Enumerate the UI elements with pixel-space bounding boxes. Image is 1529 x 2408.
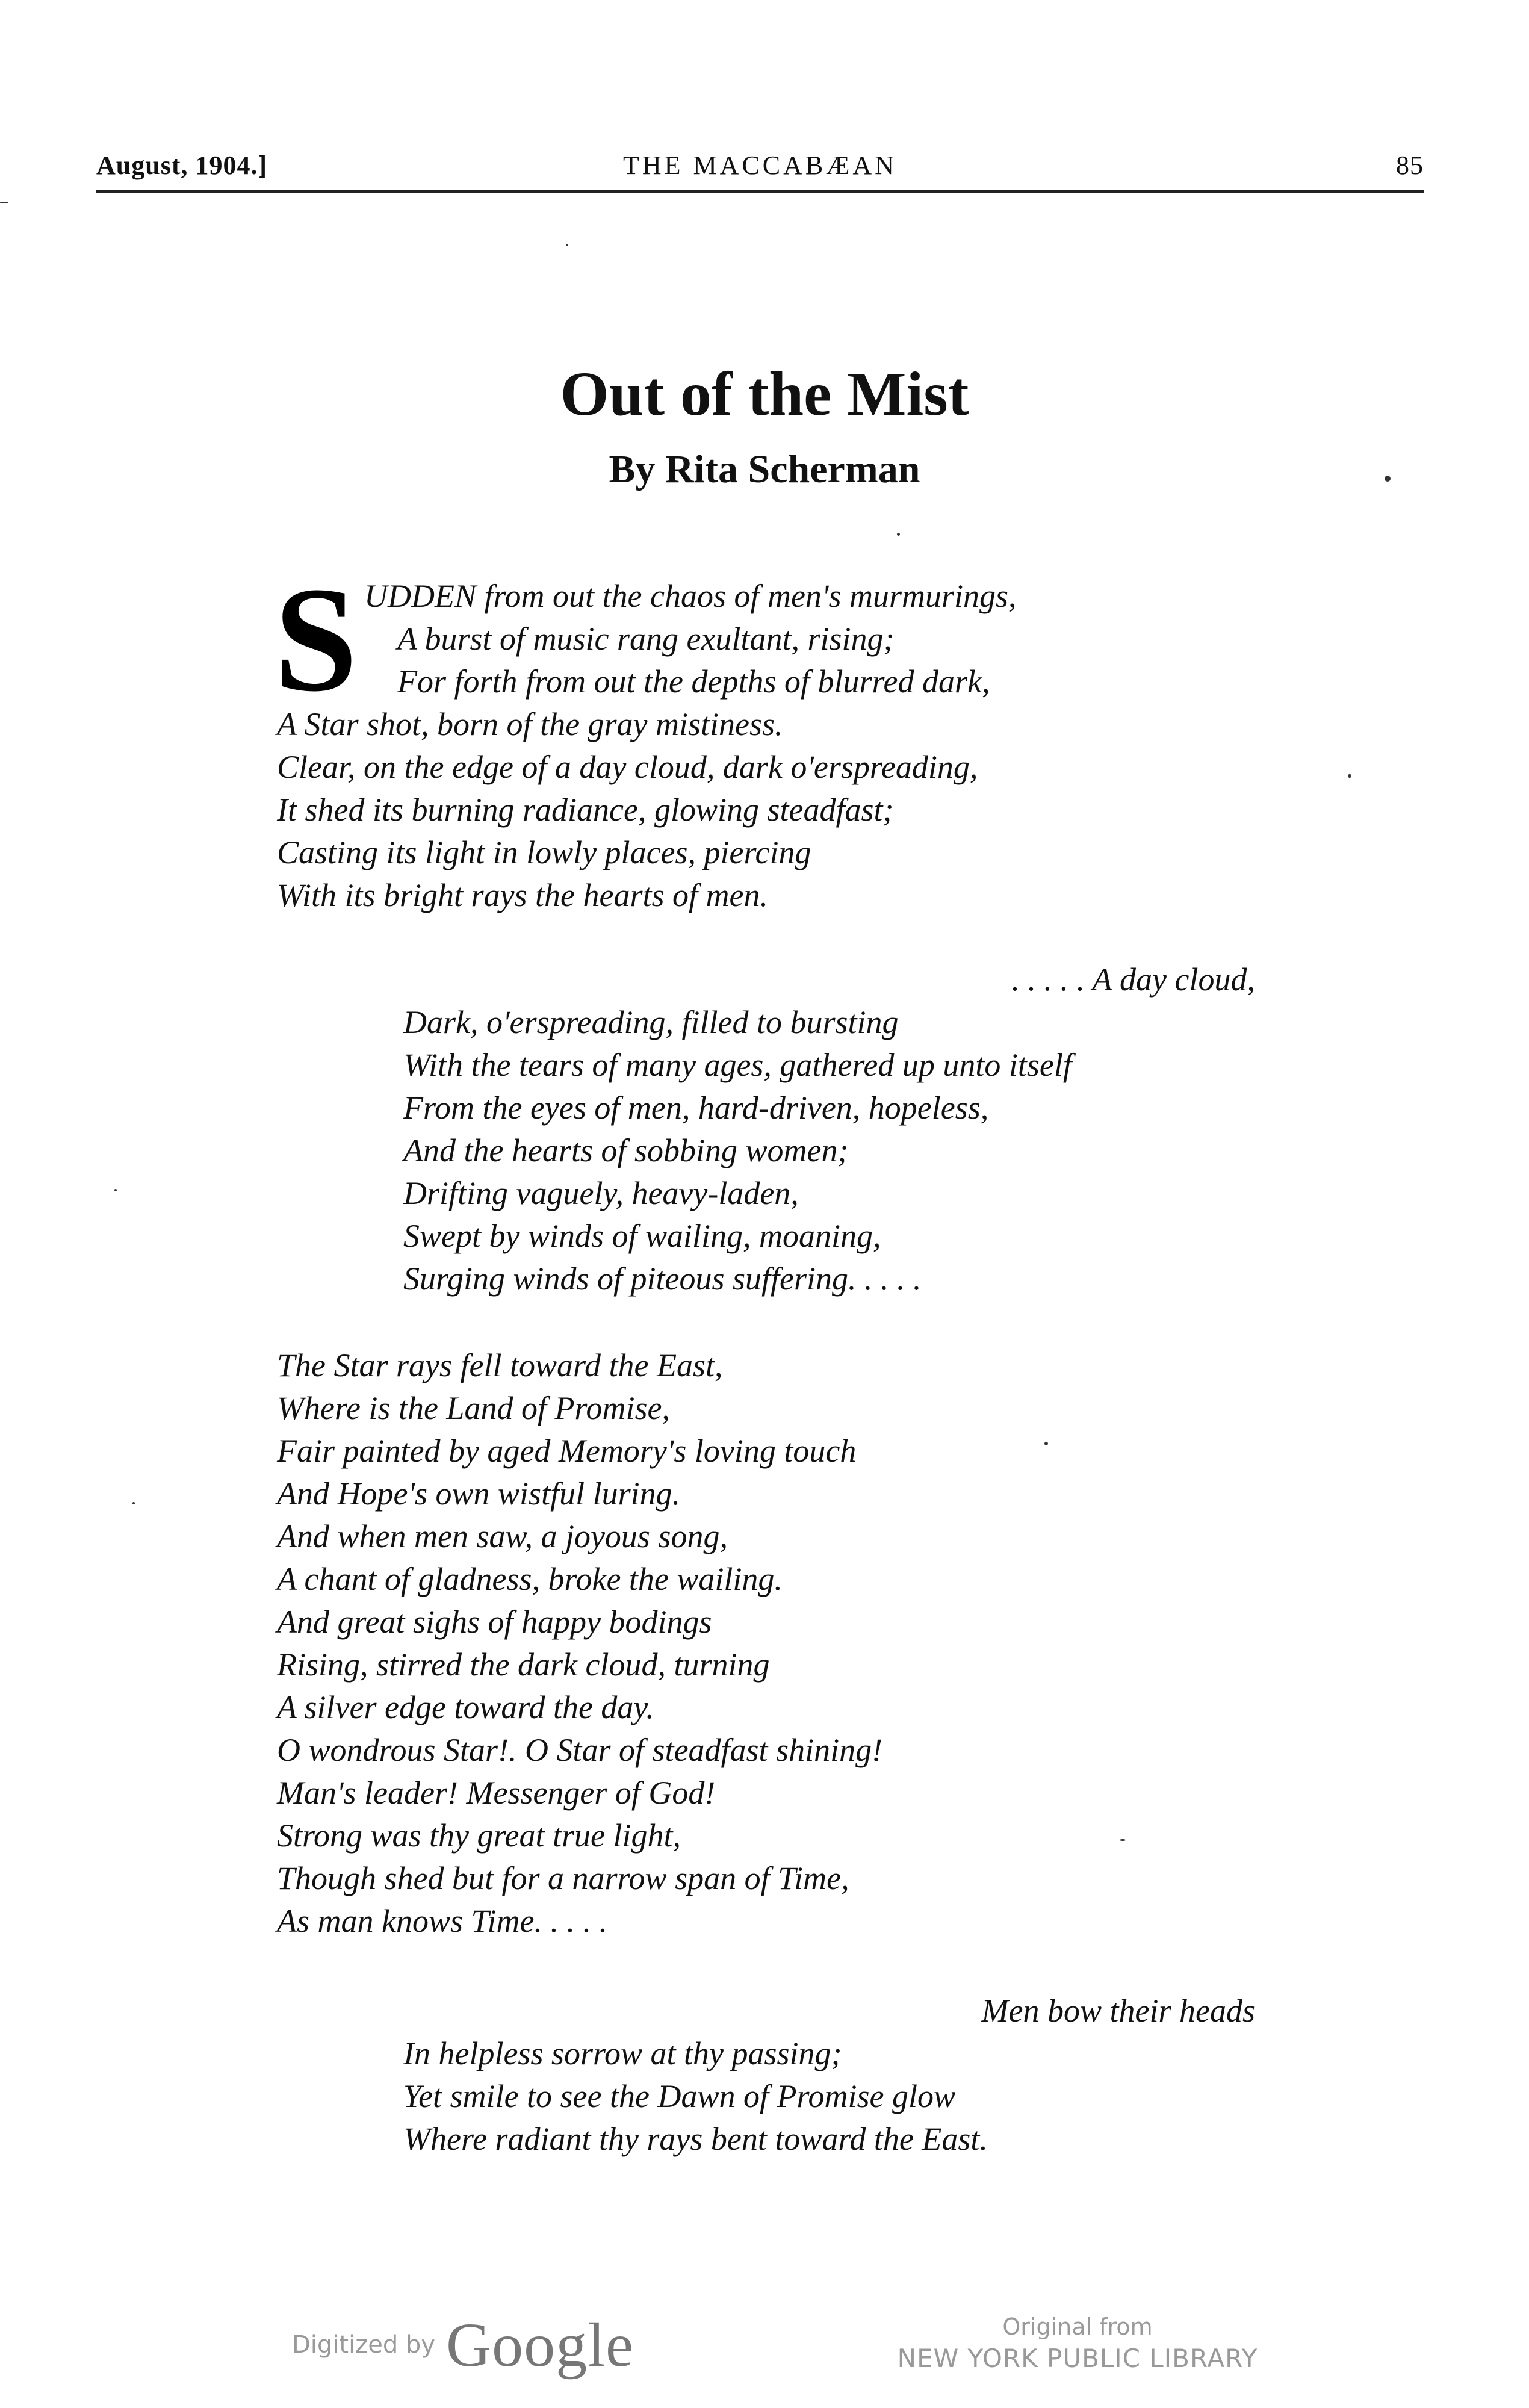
header-journal-title: THE MACCABÆAN bbox=[623, 150, 897, 180]
scan-speck bbox=[566, 244, 568, 246]
scan-speck bbox=[132, 1502, 135, 1504]
poem-line: And the hearts of sobbing women; bbox=[403, 1132, 849, 1168]
poem-line: The Star rays fell toward the East, bbox=[277, 1347, 723, 1383]
poem-line: From the eyes of men, hard-driven, hopeless, bbox=[403, 1090, 989, 1126]
header-page-number: 85 bbox=[1396, 150, 1424, 180]
scan-speck bbox=[1348, 774, 1351, 778]
poem-line: And great sighs of happy bodings bbox=[277, 1604, 712, 1640]
poem-line: Swept by winds of wailing, moaning, bbox=[403, 1218, 881, 1254]
scan-speck bbox=[1120, 1839, 1126, 1841]
digitized-by-google-watermark bbox=[292, 2312, 634, 2378]
stanza-1 bbox=[277, 575, 1017, 917]
poem-line: Where is the Land of Promise, bbox=[277, 1390, 670, 1426]
poem-line: Yet smile to see the Dawn of Promise glow bbox=[403, 2078, 955, 2114]
library-name: NEW YORK PUBLIC LIBRARY bbox=[897, 2344, 1258, 2373]
digitized-by-label: Digitized by bbox=[292, 2331, 435, 2359]
scan-speck bbox=[114, 1189, 117, 1191]
stanza-4-lead-line bbox=[0, 1990, 1255, 2032]
poem-line: Where radiant thy rays bent toward the East. bbox=[403, 2121, 988, 2157]
poem-line: It shed its burning radiance, glowing steadfast; bbox=[277, 792, 894, 828]
poem-line: Rising, stirred the dark cloud, turning bbox=[277, 1646, 770, 1683]
poem-line: In helpless sorrow at thy passing; bbox=[403, 2035, 842, 2071]
library-attribution bbox=[882, 2312, 1273, 2375]
poem-line: Dark, o'erspreading, filled to bursting bbox=[403, 1004, 899, 1040]
original-from-label: Original from bbox=[1002, 2313, 1153, 2340]
poem-line: For forth from out the depths of blurred dark, bbox=[397, 663, 990, 700]
scan-speck bbox=[1385, 476, 1391, 482]
google-logo: Google bbox=[446, 2310, 634, 2380]
poem-line: . . . . . A day cloud, bbox=[1011, 961, 1255, 998]
stanza-4 bbox=[403, 2032, 988, 2161]
poem-line: Strong was thy great true light, bbox=[277, 1817, 681, 1854]
poem-line: Men bow their heads bbox=[981, 1993, 1255, 2029]
running-header bbox=[96, 147, 1424, 193]
poem-line: Man's leader! Messenger of God! bbox=[277, 1775, 716, 1811]
poem-line: And Hope's own wistful luring. bbox=[277, 1476, 681, 1512]
stanza-2-lead-line bbox=[0, 958, 1255, 1001]
poem-byline: By Rita Scherman bbox=[609, 447, 920, 491]
poem-line: A silver edge toward the day. bbox=[277, 1689, 654, 1725]
poem-line: A burst of music rang exultant, rising; bbox=[397, 621, 895, 657]
poem-line: Casting its light in lowly places, piercing bbox=[277, 834, 811, 870]
poem-line: A Star shot, born of the gray mistiness. bbox=[277, 706, 783, 742]
poem-line: With its bright rays the hearts of men. bbox=[277, 877, 768, 913]
poem-line: Fair painted by aged Memory's loving touch bbox=[277, 1433, 857, 1469]
scan-speck bbox=[897, 533, 900, 536]
poem-line: With the tears of many ages, gathered up unto itself bbox=[403, 1047, 1072, 1083]
poem-title: Out of the Mist bbox=[560, 359, 969, 429]
stanza-3 bbox=[277, 1344, 882, 1943]
scan-speck bbox=[1044, 1442, 1048, 1445]
poem-line: Surging winds of piteous suffering. . . . . bbox=[403, 1261, 922, 1297]
header-date: August, 1904.] bbox=[96, 150, 268, 180]
poem-line: Drifting vaguely, heavy-laden, bbox=[403, 1175, 799, 1211]
poem-line: Clear, on the edge of a day cloud, dark o'erspreading, bbox=[277, 749, 978, 785]
stanza-2 bbox=[403, 1001, 1072, 1300]
scan-speck bbox=[0, 202, 8, 203]
poem-line: And when men saw, a joyous song, bbox=[277, 1518, 728, 1554]
poem-line: As man knows Time. . . . . bbox=[277, 1903, 608, 1939]
poem-line: O wondrous Star!. O Star of steadfast shining! bbox=[277, 1732, 883, 1768]
poem-line: Though shed but for a narrow span of Time, bbox=[277, 1860, 849, 1896]
poem-line: A chant of gladness, broke the wailing. bbox=[277, 1561, 783, 1597]
drop-cap-letter: S bbox=[274, 556, 358, 723]
poem-line: UDDEN from out the chaos of men's murmurings, bbox=[364, 578, 1017, 614]
